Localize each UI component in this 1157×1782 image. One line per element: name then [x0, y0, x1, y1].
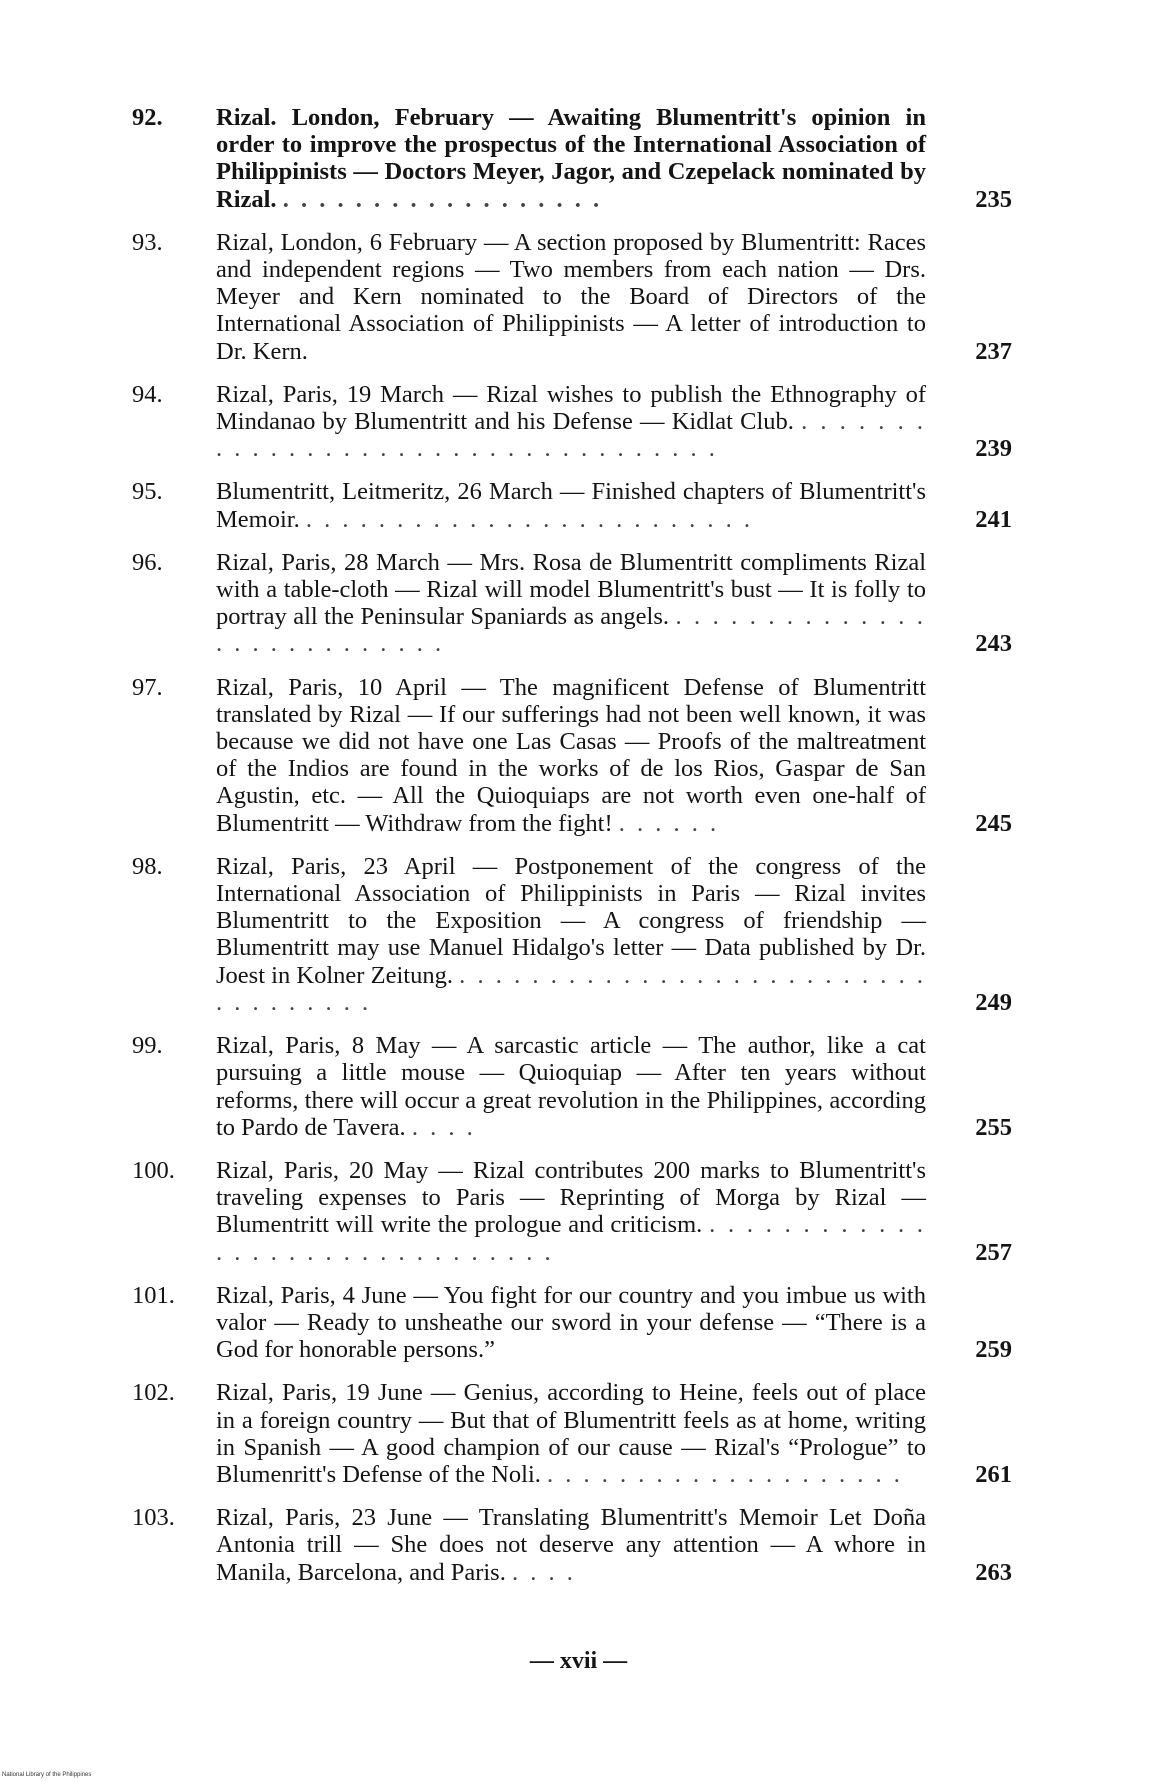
dot-leader: . . . . . . . . . . . . . . . . . . . . . . . . . . . . . . . — [216, 1211, 927, 1266]
entry-text — [216, 1032, 926, 1141]
entry-description: Rizal, Paris, 19 March — Rizal wishes to publish the Ethnography of Mindanao by Blumentritt and his Defense — Kidlat Club. — [216, 380, 926, 436]
toc-entry — [132, 1504, 1012, 1586]
entry-text — [216, 381, 926, 463]
entry-page-number: 263 — [975, 1558, 1012, 1586]
entry-description: Rizal, Paris, 23 April — Postponement of the congress of the International Association of Philippinists in Paris — Rizal invites Blumentritt to the Exposition — A congress of friendship — Blumentritt may use Manuel Hidalgo's letter — Data published by Dr. Joest in Kolner Zeitung. — [216, 852, 926, 989]
entry-page-number: 255 — [975, 1113, 1012, 1141]
entry-text — [216, 1504, 926, 1586]
entry-text — [216, 1379, 926, 1488]
entry-text — [216, 229, 926, 365]
entry-page-number: 245 — [975, 809, 1012, 837]
entry-number: 93. — [132, 228, 163, 256]
entry-number: 100. — [132, 1156, 175, 1184]
toc-entry — [132, 1379, 1012, 1488]
dot-leader: . . . . . . — [618, 809, 720, 837]
toc-entry — [132, 1032, 1012, 1141]
entry-page-number: 249 — [975, 988, 1012, 1016]
toc-entry — [132, 381, 1012, 463]
toc-entry — [132, 1157, 1012, 1266]
toc-entry — [132, 674, 1012, 837]
dot-leader: . . . . — [511, 1558, 576, 1586]
folio-page-number: — xvii — — [529, 1648, 628, 1674]
entry-number: 102. — [132, 1379, 175, 1407]
entry-text — [216, 1282, 926, 1364]
entry-text — [216, 478, 926, 532]
entry-page-number: 243 — [975, 630, 1012, 658]
entry-text — [216, 1157, 926, 1266]
entry-number: 94. — [132, 380, 163, 408]
entry-description: Rizal, Paris, 19 June — Genius, according to Heine, feels out of place in a foreign country — But that of Blumentritt feels as at home, writing in Spanish — A good champion of our cause — Rizal's “Prologue” to Blumenritt's Defense of the Noli. — [216, 1379, 926, 1488]
dot-leader: . . . . . . . . . . . . . . . . . . — [282, 185, 603, 213]
entry-number: 103. — [132, 1504, 175, 1532]
dot-leader: . . . . . . . . . . . . . . . . . . . . — [547, 1460, 903, 1488]
entry-description: Rizal, Paris, 28 March — Mrs. Rosa de Blumentritt compliments Rizal with a table-cloth — Rizal will model Blumentritt's bust — It is folly to portray all the Peninsular Spaniards as angels. — [216, 548, 926, 631]
entry-text — [216, 549, 926, 658]
toc-entry — [132, 104, 1012, 213]
entry-page-number: 257 — [975, 1238, 1012, 1266]
entry-number: 96. — [132, 548, 163, 576]
entry-text — [216, 674, 926, 837]
dot-leader: . . . . . . . . . . . . . . . . . . . . . . . . . . . . . . . . . . . — [216, 408, 926, 463]
entry-number: 92. — [132, 104, 163, 131]
entry-number: 98. — [132, 852, 163, 880]
entry-page-number: 241 — [975, 505, 1012, 533]
scan-credit: National Library of the Philippines — [2, 1772, 92, 1778]
entry-number: 95. — [132, 478, 163, 506]
dot-leader: . . . . . . . . . . . . . . . . . . . . . . . . . . . — [216, 603, 926, 658]
entry-text — [216, 104, 926, 213]
entry-description: Rizal, London, 6 February — A section proposed by Blumentritt: Races and independent regions — Two members from each nation — Drs. Meyer and Kern nominated to the Board of Directors of the International Association of Philippinists — A letter of introduction to Dr. Kern. — [216, 228, 926, 365]
entry-number: 101. — [132, 1281, 175, 1309]
entry-page-number: 237 — [975, 337, 1012, 365]
entry-number: 99. — [132, 1032, 163, 1060]
toc-entry — [132, 853, 1012, 1016]
toc-entry — [132, 478, 1012, 532]
entry-description: Rizal, Paris, 20 May — Rizal contributes 200 marks to Blumentritt's traveling expenses to Paris — Reprinting of Morga by Rizal — Blumentritt will write the prologue and criticism. — [216, 1156, 926, 1239]
toc-entry — [132, 1282, 1012, 1364]
entry-description: Rizal. London, February — Awaiting Blumentritt's opinion in order to improve the prospectus of the International Association of Philippinists — Doctors Meyer, Jagor, and Czepelack nominated by Rizal. — [216, 104, 926, 213]
entry-text — [216, 853, 926, 1016]
entry-description: Blumentritt, Leitmeritz, 26 March — Finished chapters of Blumentritt's Memoir. — [216, 478, 926, 533]
entry-page-number: 239 — [975, 435, 1012, 463]
entry-description: Rizal, Paris, 10 April — The magnificent Defense of Blumentritt translated by Rizal — If our sufferings had not been well known, it was because we did not have one Las Casas — Proofs of the maltreatment of the Indios are found in the works of de los Rios, Gaspar de San Agustin, etc. — All the Quioquiaps are not worth even one-half of Blumentritt — Withdraw from the fight! — [216, 673, 926, 837]
toc-entry — [132, 549, 1012, 658]
toc-entry — [132, 229, 1012, 365]
dot-leader: . . . . . . . . . . . . . . . . . . . . . . . . . — [305, 505, 753, 533]
entry-description: Rizal, Paris, 23 June — Translating Blumentritt's Memoir Let Doña Antonia trill — She does not deserve any attention — A whore in Manila, Barcelona, and Paris. — [216, 1504, 926, 1586]
entry-page-number: 259 — [975, 1336, 1012, 1364]
entry-page-number: 235 — [975, 185, 1012, 213]
dot-leader: . . . . — [411, 1113, 476, 1141]
entry-description: Rizal, Paris, 8 May — A sarcastic article — The author, like a cat pursuing a little mouse — Quioquiap — After ten years without reforms, there will occur a great revolution in the Philippines, according to Pardo de Tavera. — [216, 1032, 926, 1141]
dot-leader: . . . . . . . . . . . . . . . . . . . . . . . . . . . . . . . . . . . — [216, 961, 927, 1016]
entry-number: 97. — [132, 673, 163, 701]
entry-page-number: 261 — [975, 1460, 1012, 1488]
table-of-contents — [132, 104, 1012, 1602]
entry-description: Rizal, Paris, 4 June — You fight for our country and you imbue us with valor — Ready to unsheathe our sword in your defense — “There is a God for honorable persons.” — [216, 1281, 926, 1364]
